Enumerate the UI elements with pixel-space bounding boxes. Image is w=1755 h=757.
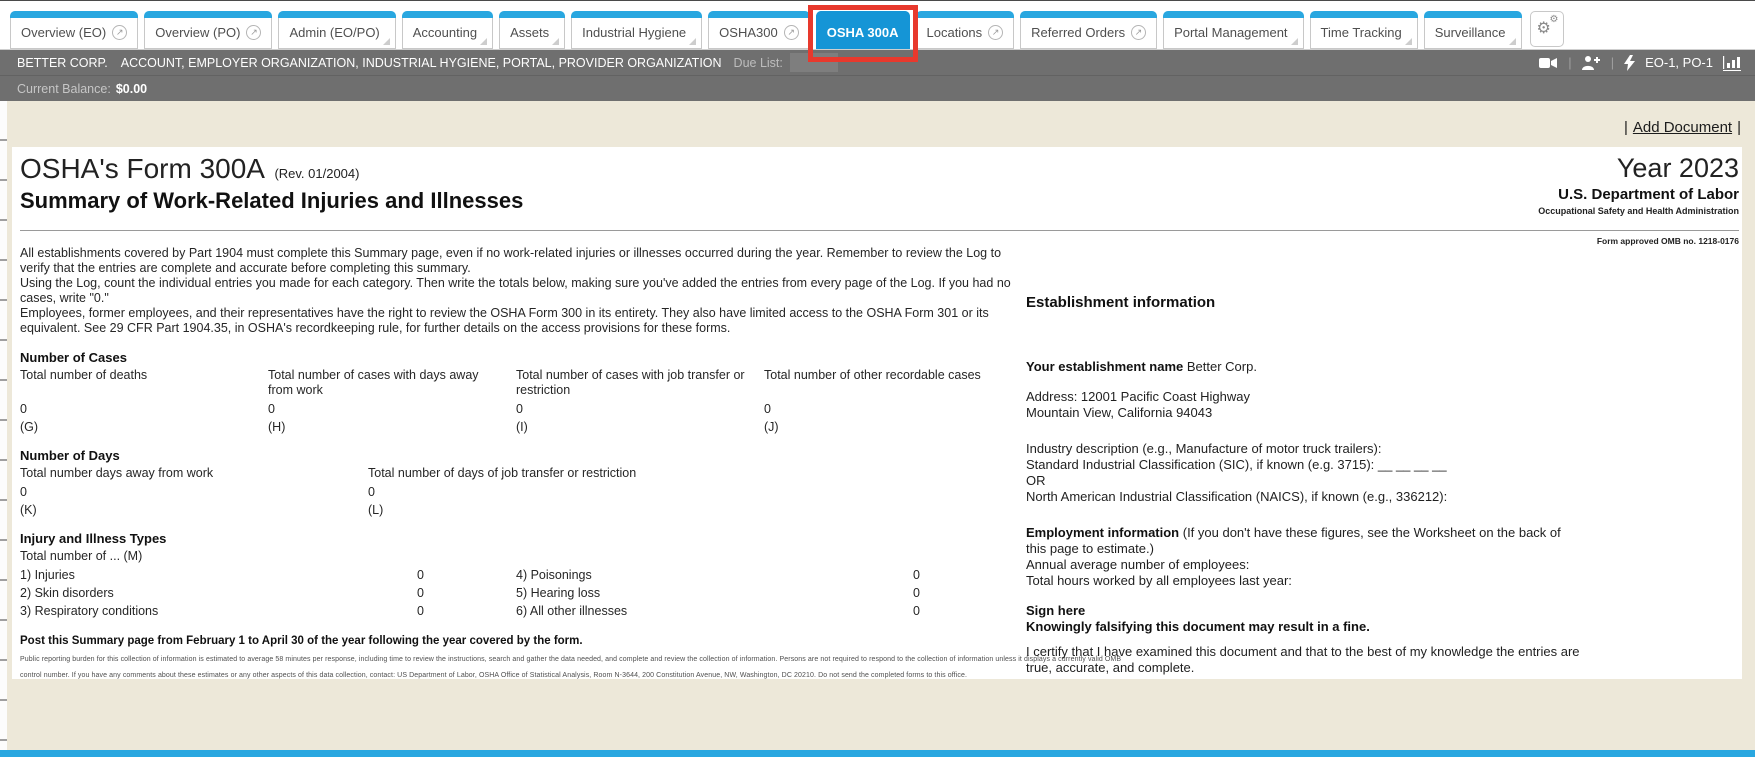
- tab-time-tracking[interactable]: [1310, 11, 1418, 49]
- osha-300a-form-panel: [12, 147, 1742, 679]
- left-ruler: [0, 101, 7, 757]
- bar-chart-icon[interactable]: [1723, 55, 1743, 71]
- injury-type-label: 6) All other illnesses: [516, 603, 628, 618]
- dropdown-corner-icon: [1509, 38, 1516, 45]
- tab-overview-po[interactable]: [144, 11, 272, 49]
- total-code: (L): [368, 502, 384, 517]
- total-code: (J): [764, 419, 779, 434]
- post-notice: Post this Summary page from February 1 to April 30 of the year following the year covered by the form.: [20, 634, 583, 647]
- number-of-days-heading: Number of Days: [20, 447, 120, 463]
- tab-row: [1425, 18, 1521, 47]
- balance-label: Current Balance:: [17, 81, 111, 96]
- tab-label: OSHA300: [719, 25, 778, 40]
- context-toolbar: [0, 50, 1755, 75]
- video-camera-icon[interactable]: [1539, 56, 1558, 70]
- establishment-address: [1026, 389, 1582, 421]
- external-link-icon: ↗: [988, 25, 1003, 40]
- tab-label: Industrial Hygiene: [582, 25, 687, 40]
- number-of-days-grid: [20, 466, 1014, 517]
- settings-gear-button[interactable]: [1530, 11, 1564, 47]
- tab-row: [403, 18, 492, 47]
- form-year: Year 2023: [1616, 153, 1739, 183]
- total-code: (H): [268, 419, 286, 434]
- tab-top-accent: [1424, 11, 1522, 18]
- establishment-column: [1026, 246, 1582, 679]
- module-list: ACCOUNT, EMPLOYER ORGANIZATION, INDUSTRIAL HYGIENE, PORTAL, PROVIDER ORGANIZATION: [120, 55, 722, 70]
- form-columns: [20, 246, 1742, 679]
- intro-paragraphs: [20, 246, 1014, 336]
- tab-row: [817, 18, 909, 47]
- injury-type-value: 0: [417, 567, 424, 582]
- org-badges: EO-1, PO-1: [1645, 55, 1713, 70]
- tab-top-accent: [708, 11, 810, 18]
- tab-top-accent: [816, 11, 910, 18]
- due-list-field[interactable]: [790, 53, 838, 72]
- form-revision: (Rev. 01/2004): [274, 166, 360, 181]
- pipe-right: |: [1737, 119, 1741, 136]
- lightning-icon[interactable]: [1624, 55, 1635, 71]
- employment-info-rest: (If you don't have these figures, see the Worksheet on the back of this page to estimate.): [1026, 524, 1561, 556]
- tab-overview-eo[interactable]: [10, 11, 138, 49]
- injury-type-label: 5) Hearing loss: [516, 585, 601, 600]
- osha-administration: Occupational Safety and Health Administration: [1538, 206, 1739, 217]
- tab-row: [500, 18, 564, 47]
- total-label: Total number of cases with days away from work: [268, 367, 479, 397]
- total-code: (I): [516, 419, 528, 434]
- total-value: 0: [516, 401, 523, 416]
- total-value: 0: [268, 401, 275, 416]
- injury-type-label: 3) Respiratory conditions: [20, 603, 159, 618]
- total-value: 0: [764, 401, 771, 416]
- tab-row: [709, 18, 809, 47]
- total-value: 0: [20, 401, 27, 416]
- naics-line: North American Industrial Classification (NAICS), if known (e.g., 336212):: [1026, 488, 1448, 504]
- tab-osha300[interactable]: [708, 11, 810, 49]
- dropdown-corner-icon: [552, 38, 559, 45]
- tab-row: [1311, 18, 1417, 47]
- tab-assets[interactable]: [499, 11, 565, 49]
- due-list-label: Due List:: [733, 55, 783, 70]
- header-divider: [20, 230, 1739, 231]
- tab-row: [279, 18, 394, 47]
- pipe-left: |: [1623, 119, 1628, 136]
- tab-osha-300a[interactable]: [816, 11, 910, 49]
- tab-top-accent: [1020, 11, 1157, 18]
- total-value: 0: [368, 484, 375, 499]
- certify-statement: I certify that I have examined this document and that to the best of my knowledge the entries are true, accurate, and complete.: [1026, 643, 1580, 675]
- external-link-icon: ↗: [112, 25, 127, 40]
- tab-label: Assets: [510, 25, 550, 40]
- tab-row: [917, 18, 1014, 47]
- injury-type-value: 0: [913, 585, 920, 600]
- total-column: [368, 466, 788, 517]
- balance-value: $0.00: [115, 81, 148, 96]
- tab-top-accent: [499, 11, 565, 18]
- total-label: Total number of days of job transfer or restriction: [368, 465, 637, 480]
- industry-description-line: Industry description (e.g., Manufacture of motor truck trailers):: [1026, 440, 1382, 456]
- external-link-icon: ↗: [246, 25, 261, 40]
- or-line: OR: [1026, 472, 1046, 488]
- tab-surveillance[interactable]: [1424, 11, 1522, 49]
- tab-row: [1021, 18, 1156, 47]
- tab-top-accent: [1163, 11, 1303, 18]
- total-code: (K): [20, 502, 37, 517]
- dropdown-corner-icon: [1291, 38, 1298, 45]
- tab-label: Admin (EO/PO): [289, 25, 380, 40]
- dropdown-corner-icon: [383, 38, 390, 45]
- tab-label: Accounting: [412, 25, 478, 40]
- total-column: [516, 368, 764, 434]
- tab-top-accent: [402, 11, 493, 18]
- department-of-labor: U.S. Department of Labor: [1558, 186, 1739, 204]
- tab-label: Portal Management: [1174, 25, 1288, 40]
- dropdown-corner-icon: [480, 38, 487, 45]
- number-of-cases-grid: [20, 368, 1014, 434]
- tab-top-accent: [1310, 11, 1418, 18]
- toolbar-right-group: [1539, 55, 1743, 71]
- tab-locations[interactable]: [916, 11, 1015, 49]
- tab-top-accent: [916, 11, 1015, 18]
- tab-label: Time Tracking: [1320, 25, 1402, 40]
- tab-top-accent: [278, 11, 395, 18]
- fine-print-line-1: Public reporting burden for this collection of information is estimated to average 58 minutes per response, including time to review the instructions, search and gather the data needed, and complete and review the collection of information. Persons are not required to respond to the collection of information unless it displays a currently valid OMB: [20, 655, 1122, 663]
- total-column: [268, 368, 516, 434]
- number-of-cases-heading: Number of Cases: [20, 349, 127, 365]
- add-document-row: [1624, 119, 1741, 136]
- total-code: (G): [20, 419, 39, 434]
- tab-label: Overview (EO): [21, 25, 107, 40]
- form-title-block: [20, 153, 523, 217]
- tab-bar: [0, 1, 1755, 50]
- establishment-heading: Establishment information: [1026, 293, 1216, 311]
- toolbar-separator: |: [1568, 55, 1572, 70]
- injury-type-value: 0: [913, 603, 920, 618]
- total-label: Total number of deaths: [20, 367, 148, 382]
- total-label: Total number of other recordable cases: [764, 367, 981, 382]
- total-label: Total number of cases with job transfer or restriction: [516, 367, 745, 397]
- tab-label: Overview (PO): [155, 25, 241, 40]
- form-header: [20, 153, 1742, 217]
- tab-top-accent: [10, 11, 138, 18]
- intro-paragraph: Using the Log, count the individual entries you made for each category. Then write the totals below, making sure you've added the entries from every page of the Log. If you had no cases, write "0.": [20, 275, 1011, 305]
- tab-row: [572, 18, 701, 47]
- tab-row: [11, 18, 137, 47]
- injury-type-value: 0: [913, 567, 920, 582]
- bottom-accent-strip: [0, 750, 1755, 757]
- tab-row: [1164, 18, 1302, 47]
- external-link-icon: ↗: [1131, 25, 1146, 40]
- sign-block: [1026, 603, 1582, 635]
- injury-type-label: 4) Poisonings: [516, 567, 592, 582]
- tab-portal-management[interactable]: [1163, 11, 1303, 49]
- tab-row: [145, 18, 271, 47]
- annual-employees-line: Annual average number of employees:: [1026, 556, 1250, 572]
- injury-types-heading: Injury and Illness Types: [20, 530, 167, 546]
- gear-icon-small: ⚙: [1549, 14, 1559, 25]
- tab-top-accent: [144, 11, 272, 18]
- tab-accounting[interactable]: [402, 11, 493, 49]
- dropdown-corner-icon: [1405, 38, 1412, 45]
- omb-approval: Form approved OMB no. 1218-0176: [1596, 235, 1739, 246]
- injury-type-value: 0: [417, 603, 424, 618]
- injury-type-label: 1) Injuries: [20, 567, 75, 582]
- tab-label: Surveillance: [1434, 25, 1506, 40]
- employment-block: [1026, 525, 1582, 589]
- form-year-block: [1538, 153, 1739, 217]
- sign-here-label: Sign here: [1026, 602, 1086, 618]
- external-link-icon: ↗: [784, 25, 799, 40]
- address-line-2: Mountain View, California 94043: [1026, 404, 1213, 420]
- falsify-warning: Knowingly falsifying this document may result in a fine.: [1026, 618, 1370, 634]
- add-user-icon[interactable]: [1582, 55, 1601, 70]
- employment-info-label: Employment information: [1026, 524, 1180, 540]
- intro-paragraph: Employees, former employees, and their representatives have the right to review the OSHA Form 300 in its entirety. They also have limited access to the OSHA Form 301 or its equivalent. See 29 CFR Part 1904.35, in OSHA's recordkeeping rule, for further details on the access provisions for these forms.: [20, 305, 989, 335]
- total-column: [20, 368, 268, 434]
- add-document-link[interactable]: Add Document: [1632, 119, 1733, 136]
- intro-paragraph: All establishments covered by Part 1904 must complete this Summary page, even if no work-related injuries or illnesses occurred during the year. Remember to review the Log to verify that the entries are complete and accurate before completing this summary.: [20, 245, 1002, 275]
- fine-print-line-2: control number. If you have any comments about these estimates or any other aspects of this data collection, contact: US Department of Labor, OSHA Office of Statistical Analysis, Room N-3644, 200 Constitution Avenue, NW, Washington, DC 20210. Do not send the completed forms to this office.: [20, 671, 967, 679]
- sic-line: Standard Industrial Classification (SIC), if known (e.g. 3715): __ __ __ __: [1026, 456, 1447, 472]
- establishment-name-label: Your establishment name: [1026, 358, 1184, 374]
- employment-info-line: [1026, 525, 1582, 557]
- tab-top-accent: [571, 11, 702, 18]
- form-subtitle: Summary of Work-Related Injuries and Illnesses: [20, 188, 524, 213]
- industry-block: [1026, 441, 1582, 505]
- injury-types-grid: [20, 566, 1014, 620]
- balance-bar: [0, 75, 1755, 101]
- injury-type-value: 0: [417, 585, 424, 600]
- establishment-name-value: Better Corp.: [1186, 358, 1257, 374]
- address-line-1: Address: 12001 Pacific Coast Highway: [1026, 388, 1251, 404]
- total-label: Total number days away from work: [20, 465, 214, 480]
- tab-referred-orders[interactable]: [1020, 11, 1157, 49]
- tab-industrial-hygiene[interactable]: [571, 11, 702, 49]
- tab-admin-eo-po[interactable]: [278, 11, 395, 49]
- injury-types-note: Total number of ... (M): [20, 548, 143, 563]
- dropdown-corner-icon: [689, 38, 696, 45]
- tab-label: Referred Orders: [1031, 25, 1126, 40]
- total-column: [764, 368, 1000, 434]
- injury-type-label: 2) Skin disorders: [20, 585, 114, 600]
- total-value: 0: [20, 484, 27, 499]
- toolbar-separator: |: [1610, 55, 1615, 70]
- gear-icon: ⚙: [1536, 18, 1551, 37]
- total-hours-line: Total hours worked by all employees last year:: [1026, 572, 1292, 588]
- establishment-name-line: [1026, 359, 1582, 375]
- company-name: BETTER CORP.: [17, 55, 108, 70]
- tab-label: Locations: [926, 25, 983, 40]
- tab-label: OSHA 300A: [826, 25, 899, 40]
- total-column: [20, 466, 368, 517]
- form-title: OSHA's Form 300A: [20, 153, 265, 184]
